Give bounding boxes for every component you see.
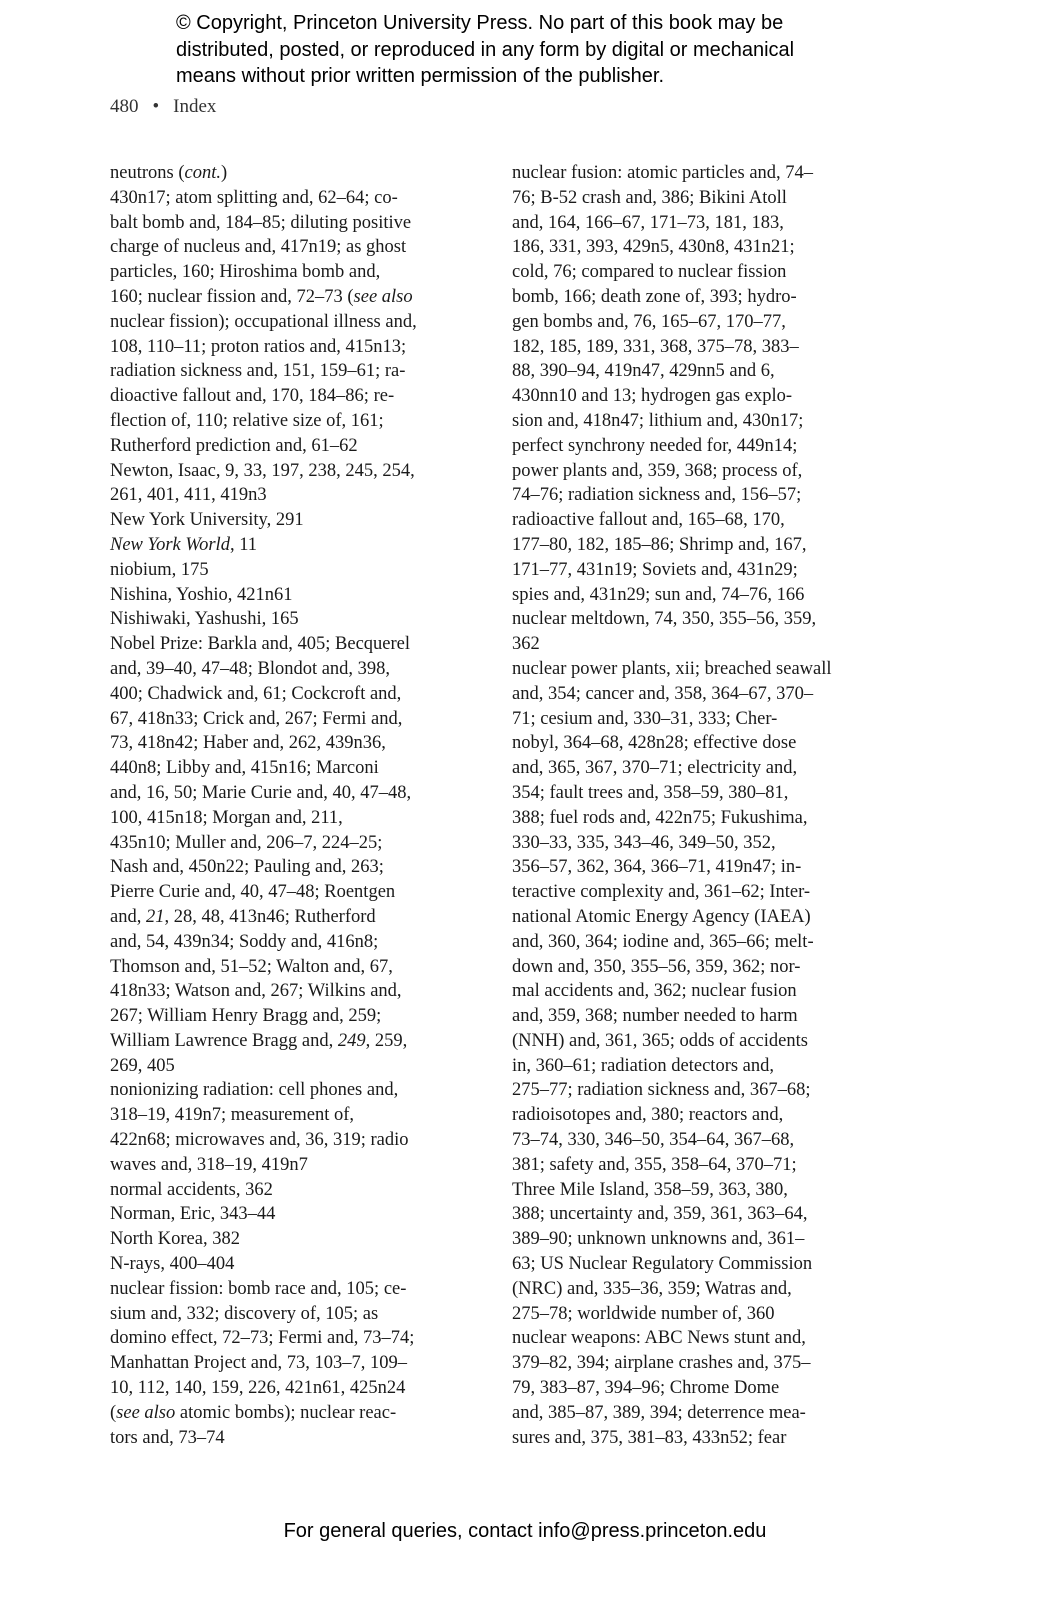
index-entry: [110, 1178, 510, 1203]
index-entry: [110, 1227, 510, 1252]
running-head: [110, 96, 216, 118]
index-line: 388; uncertainty and, 359, 361, 363–64,: [512, 1204, 808, 1225]
index-line: 381; safety and, 355, 358–64, 370–71;: [512, 1154, 797, 1175]
index-line: 430n17; atom splitting and, 62–64; co-: [110, 187, 398, 208]
index-entry: [110, 1202, 510, 1227]
index-line: perfect synchrony needed for, 449n14;: [512, 435, 798, 456]
index-line: 71; cesium and, 330–31, 333; Cher-: [512, 708, 778, 729]
index-line: 73–74, 330, 346–50, 354–64, 367–68,: [512, 1130, 795, 1151]
page-number: 480: [110, 96, 139, 117]
index-entry: [512, 161, 912, 607]
copyright-line: distributed, posted, or reproduced in any form by digital or mechanical: [176, 38, 795, 61]
index-line: flection of, 110; relative size of, 161;: [110, 410, 384, 431]
index-line: power plants and, 359, 368; process of,: [512, 460, 803, 481]
index-line: 318–19, 419n7; measurement of,: [110, 1105, 355, 1126]
index-line: Thomson and, 51–52; Walton and, 67,: [110, 956, 393, 977]
index-line: nuclear fission); occupational illness and,: [110, 311, 417, 332]
index-line: (NRC) and, 335–36, 359; Watras and,: [512, 1278, 792, 1299]
index-line: Nishiwaki, Yashushi, 165: [110, 609, 299, 630]
index-line: Norman, Eric, 343–44: [110, 1204, 276, 1225]
index-line: 267; William Henry Bragg and, 259;: [110, 1006, 382, 1027]
copyright-line: means without prior written permission of the publisher.: [176, 65, 665, 87]
index-line: nobyl, 364–68, 428n28; effective dose: [512, 733, 797, 754]
index-line: 275–78; worldwide number of, 360: [512, 1303, 775, 1324]
index-line: 418n33; Watson and, 267; Wilkins and,: [110, 981, 402, 1002]
index-line: 100, 415n18; Morgan and, 211,: [110, 807, 343, 828]
index-line: national Atomic Energy Agency (IAEA): [512, 906, 811, 927]
index-entry: [110, 459, 510, 509]
index-line: (NNH) and, 361, 365; odds of accidents: [512, 1030, 808, 1051]
index-line: radioactive fallout and, 165–68, 170,: [512, 510, 785, 531]
index-line: nuclear fusion: atomic particles and, 74–: [512, 163, 814, 183]
index-line: 182, 185, 189, 331, 368, 375–78, 383–: [512, 336, 799, 357]
index-line: 76; B-52 crash and, 386; Bikini Atoll: [512, 187, 787, 208]
index-line: nuclear fission: bomb race and, 105; ce-: [110, 1278, 407, 1299]
index-line: 354; fault trees and, 358–59, 380–81,: [512, 782, 789, 803]
index-line: N-rays, 400–404: [110, 1254, 235, 1275]
index-line: charge of nucleus and, 417n19; as ghost: [110, 237, 407, 258]
index-line: bomb, 166; death zone of, 393; hydro-: [512, 286, 797, 307]
index-line: teractive complexity and, 361–62; Inter-: [512, 882, 811, 903]
index-line: New York University, 291: [110, 510, 304, 531]
index-line: 63; US Nuclear Regulatory Commission: [512, 1254, 813, 1275]
index-line: 73, 418n42; Haber and, 262, 439n36,: [110, 733, 386, 754]
bullet-separator: •: [152, 96, 160, 117]
index-entry: [110, 508, 510, 533]
index-entry: [110, 558, 510, 583]
index-line: down and, 350, 355–56, 359, 362; nor-: [512, 956, 801, 977]
index-line: Rutherford prediction and, 61–62: [110, 435, 358, 456]
index-line: dioactive fallout and, 170, 184–86; re-: [110, 386, 395, 407]
index-line: nonionizing radiation: cell phones and,: [110, 1080, 399, 1101]
index-line: 10, 112, 140, 159, 226, 421n61, 425n24: [110, 1378, 406, 1399]
index-entry: [110, 632, 510, 1078]
index-entry: [110, 1078, 510, 1177]
index-line: normal accidents, 362: [110, 1179, 273, 1200]
index-line: 356–57, 362, 364, 366–71, 419n47; in-: [512, 857, 802, 878]
copyright-line: © Copyright, Princeton University Press. No part of this book may be: [176, 12, 784, 34]
index-line: 422n68; microwaves and, 36, 319; radio: [110, 1130, 409, 1151]
index-line: domino effect, 72–73; Fermi and, 73–74;: [110, 1328, 415, 1349]
index-line: niobium, 175: [110, 559, 209, 580]
index-entry: [512, 657, 912, 1327]
index-line: 177–80, 182, 185–86; Shrimp and, 167,: [512, 534, 807, 555]
index-line: 430nn10 and 13; hydrogen gas explo-: [512, 386, 793, 407]
index-line: 79, 383–87, 394–96; Chrome Dome: [512, 1378, 780, 1399]
index-line: waves and, 318–19, 419n7: [110, 1154, 308, 1175]
index-line: 269, 405: [110, 1055, 175, 1076]
index-column-right: [512, 161, 912, 1450]
index-line: nuclear power plants, xii; breached seawall: [512, 658, 832, 679]
index-line: radiation sickness and, 151, 159–61; ra-: [110, 361, 406, 382]
index-line: and, 365, 367, 370–71; electricity and,: [512, 758, 798, 779]
index-line: nuclear weapons: ABC News stunt and,: [512, 1328, 806, 1349]
index-line: 186, 331, 393, 429n5, 430n8, 431n21;: [512, 237, 795, 258]
index-line: and, 359, 368; number needed to harm: [512, 1006, 798, 1027]
index-line: tors and, 73–74: [110, 1427, 225, 1448]
section-title: Index: [173, 96, 217, 117]
index-line: and, 16, 50; Marie Curie and, 40, 47–48,: [110, 782, 412, 803]
index-line: 435n10; Muller and, 206–7, 224–25;: [110, 832, 383, 853]
index-entry: [110, 161, 510, 459]
index-entry: [512, 1326, 912, 1450]
index-line: and, 21, 28, 48, 413n46; Rutherford: [110, 906, 376, 927]
index-line: 388; fuel rods and, 422n75; Fukushima,: [512, 807, 808, 828]
index-line: Newton, Isaac, 9, 33, 197, 238, 245, 254,: [110, 460, 415, 481]
index-line: Nash and, 450n22; Pauling and, 263;: [110, 857, 384, 878]
index-line: Nobel Prize: Barkla and, 405; Becquerel: [110, 634, 411, 655]
index-line: William Lawrence Bragg and, 249, 259,: [110, 1030, 408, 1051]
index-line: gen bombs and, 76, 165–67, 170–77,: [512, 311, 786, 332]
index-line: spies and, 431n29; sun and, 74–76, 166: [512, 584, 805, 605]
index-line: particles, 160; Hiroshima bomb and,: [110, 262, 381, 283]
index-entry: [110, 607, 510, 632]
index-line: 330–33, 335, 343–46, 349–50, 352,: [512, 832, 776, 853]
footer-contact: For general queries, contact info@press.princeton.edu: [283, 1520, 767, 1542]
index-line: sion and, 418n47; lithium and, 430n17;: [512, 410, 804, 431]
index-line: 362: [512, 634, 540, 655]
index-entry: [110, 1277, 510, 1451]
index-line: sures and, 375, 381–83, 433n52; fear: [512, 1427, 787, 1448]
index-line: North Korea, 382: [110, 1229, 240, 1250]
index-line: Pierre Curie and, 40, 47–48; Roentgen: [110, 882, 396, 903]
index-line: sium and, 332; discovery of, 105; as: [110, 1303, 379, 1324]
index-line: and, 360, 364; iodine and, 365–66; melt-: [512, 931, 814, 952]
index-line: 74–76; radiation sickness and, 156–57;: [512, 485, 802, 506]
index-line: New York World, 11: [110, 534, 258, 555]
index-line: mal accidents and, 362; nuclear fusion: [512, 981, 797, 1002]
index-line: and, 385–87, 389, 394; deterrence mea-: [512, 1402, 806, 1423]
index-entry: [110, 1252, 510, 1277]
index-line: 389–90; unknown unknowns and, 361–: [512, 1229, 805, 1250]
copyright-notice: [176, 10, 936, 90]
index-line: 160; nuclear fission and, 72–73 (see also: [110, 286, 413, 307]
index-line: 171–77, 431n19; Soviets and, 431n29;: [512, 559, 798, 580]
index-column-left: [110, 161, 510, 1450]
index-line: and, 164, 166–67, 171–73, 181, 183,: [512, 212, 784, 233]
index-line: and, 354; cancer and, 358, 364–67, 370–: [512, 683, 814, 704]
index-line: cold, 76; compared to nuclear fission: [512, 262, 787, 283]
index-line: nuclear meltdown, 74, 350, 355–56, 359,: [512, 609, 817, 630]
index-line: Three Mile Island, 358–59, 363, 380,: [512, 1179, 788, 1200]
index-entry: [512, 607, 912, 657]
index-line: in, 360–61; radiation detectors and,: [512, 1055, 775, 1076]
index-entry: [110, 583, 510, 608]
index-line: 275–77; radiation sickness and, 367–68;: [512, 1080, 811, 1101]
index-line: 88, 390–94, 419n47, 429nn5 and 6,: [512, 361, 775, 382]
index-line: Manhattan Project and, 73, 103–7, 109–: [110, 1353, 407, 1374]
index-line: neutrons (cont.): [110, 163, 228, 183]
index-line: 261, 401, 411, 419n3: [110, 485, 267, 506]
index-line: 379–82, 394; airplane crashes and, 375–: [512, 1353, 811, 1374]
index-line: 400; Chadwick and, 61; Cockcroft and,: [110, 683, 402, 704]
index-line: and, 54, 439n34; Soddy and, 416n8;: [110, 931, 379, 952]
index-line: Nishina, Yoshio, 421n61: [110, 584, 293, 605]
index-line: 440n8; Libby and, 415n16; Marconi: [110, 758, 379, 779]
index-line: radioisotopes and, 380; reactors and,: [512, 1105, 784, 1126]
index-line: (see also atomic bombs); nuclear reac-: [110, 1402, 397, 1423]
index-line: 67, 418n33; Crick and, 267; Fermi and,: [110, 708, 403, 729]
index-line: and, 39–40, 47–48; Blondot and, 398,: [110, 658, 391, 679]
index-line: balt bomb and, 184–85; diluting positive: [110, 212, 412, 233]
index-entry: [110, 533, 510, 558]
index-line: 108, 110–11; proton ratios and, 415n13;: [110, 336, 407, 357]
